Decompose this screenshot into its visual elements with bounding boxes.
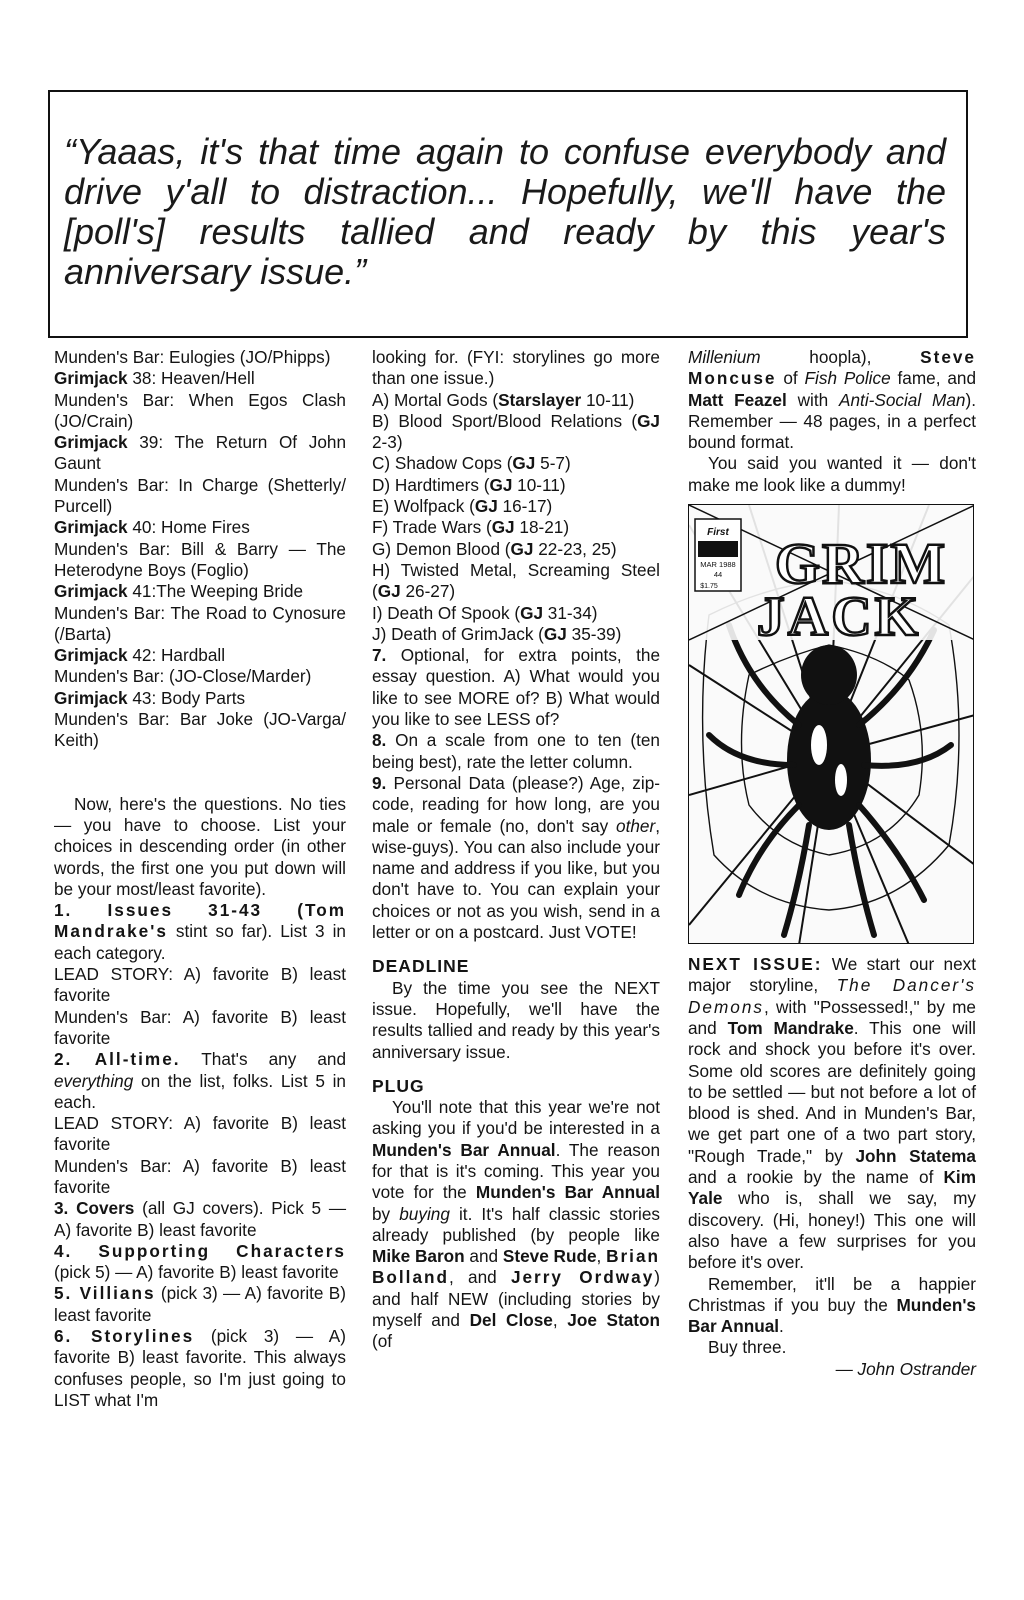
question-1-munden: Munden's Bar: A) favorite B) least favorite	[54, 1006, 346, 1048]
cover-price: $1.75	[700, 583, 718, 591]
storyline-item: F) Trade Wars (GJ 18-21)	[372, 517, 570, 538]
remember-text: Remember, it'll be a happier Christmas if you buy the Munden's Bar Annual.	[688, 1273, 976, 1337]
question-8: 8. On a scale from one to ten (ten being best), rate the letter column.	[372, 730, 660, 772]
question-2-munden: Munden's Bar: A) favorite B) least favorite	[54, 1155, 346, 1197]
column-3-continuation: Millenium hoopla), Steve Moncuse of Fish Police fame, and Matt Feazel with Anti-Social Man). Remember — 48 pages, in a perfect bound format.	[688, 347, 977, 453]
storyline-item: A) Mortal Gods (Starslayer 10-11)	[372, 389, 635, 410]
question-2: 2. All-time. That's any and everything on the list, folks. List 5 in each.	[54, 1049, 347, 1112]
story-item: Munden's Bar: When Egos Clash (JO/Crain)	[54, 389, 346, 431]
story-item: Munden's Bar: In Charge (Shetterly/ Purcell)	[54, 474, 346, 517]
story-list	[54, 347, 346, 752]
question-5: 5. Villians (pick 3) — A) favorite B) least favorite	[54, 1283, 346, 1325]
storyline-list	[372, 390, 660, 646]
question-4: 4. Supporting Characters (pick 5) — A) favorite B) least favorite	[54, 1240, 346, 1283]
column-2-continuation: looking for. (FYI: storylines go more than one issue.)	[372, 347, 660, 389]
cover-issue: 44	[713, 570, 723, 580]
pull-quote-box	[48, 90, 968, 338]
cover-publisher: First	[707, 527, 729, 539]
storyline-item: E) Wolfpack (GJ 16-17)	[372, 496, 553, 517]
storyline-item: B) Blood Sport/Blood Relations (GJ 2-3)	[372, 410, 660, 453]
column-2	[372, 347, 660, 1353]
storyline-item: H) Twisted Metal, Screaming Steel (GJ 26-27)	[372, 559, 660, 602]
story-item: Grimjack 43: Body Parts	[54, 687, 246, 708]
column-1	[54, 347, 346, 1411]
plug-heading: PLUG	[372, 1075, 425, 1096]
grimjack-cover-image	[688, 504, 974, 944]
question-9: 9. Personal Data (please?) Age, zip-code, reading for how long, are you male or female (no, don't say other, wise-guys). You can also include your name and address if you like, but you don't have to. You can explain your choices or not as you wish, send in a letter or on a postcard. Just VOTE!	[372, 772, 660, 943]
story-item: Munden's Bar: Eulogies (JO/Phipps)	[54, 347, 331, 367]
question-3: 3. Covers (all GJ covers). Pick 5 — A) favorite B) least favorite	[54, 1198, 347, 1240]
storyline-item: G) Demon Blood (GJ 22-23, 25)	[372, 538, 617, 559]
plug-text: You'll note that this year we're not asking you if you'd be interested in a Munden's Bar Annual. The reason for that is it's coming. This year you vote for the Munden's Bar Annual by buying it. It's half classic stories already published (by people like Mike Baron and Steve Rude, Brian Bolland, and Jerry Ordway) and half NEW (including stories by myself and Del Close, Joe Staton (of	[372, 1097, 661, 1352]
story-item: Grimjack 39: The Return Of John Gaunt	[54, 432, 346, 474]
story-item: Munden's Bar: (JO-Close/Marder)	[54, 666, 312, 687]
storyline-item: C) Shadow Cops (GJ 5-7)	[372, 453, 571, 474]
cover-date: MAR 1988	[700, 560, 736, 570]
question-2-lead: LEAD STORY: A) favorite B) least favorite	[54, 1113, 346, 1155]
story-item: Grimjack 38: Heaven/Hell	[54, 368, 255, 389]
story-item: Grimjack 40: Home Fires	[54, 517, 250, 538]
question-1-lead: LEAD STORY: A) favorite B) least favorite	[54, 964, 346, 1006]
story-item: Munden's Bar: Bill & Barry — The Heterodyne Boys (Foglio)	[54, 538, 346, 580]
questions-intro: Now, here's the questions. No ties — you have to choose. List your choices in descending order (in other words, the first one you put down will be your most/least favorite).	[54, 793, 346, 899]
column-3	[688, 347, 976, 1380]
story-item: Munden's Bar: Bar Joke (JO-Varga/ Keith)	[54, 709, 346, 751]
buy-three: Buy three.	[708, 1337, 787, 1358]
story-item: Grimjack 41:The Weeping Bride	[54, 581, 304, 602]
deadline-text: By the time you see the NEXT issue. Hopefully, we'll have the results tallied and ready by this year's anniversary issue.	[372, 977, 660, 1062]
deadline-heading: DEADLINE	[372, 956, 470, 977]
cover-title-line1: GRIM	[774, 531, 948, 597]
story-item: Grimjack 42: Hardball	[54, 645, 226, 666]
question-6: 6. Storylines (pick 3) — A) favorite B) least favorite. This always confuses people, so I'm just going to LIST what I'm	[54, 1326, 346, 1410]
storyline-item: D) Hardtimers (GJ 10-11)	[372, 474, 566, 495]
question-1: 1. Issues 31-43 (Tom Mandrake's stint so far). List 3 in each category.	[54, 900, 346, 963]
question-7: 7. Optional, for extra points, the essay question. A) What would you like to see MORE of? B) What would you like to see LESS of?	[372, 645, 660, 730]
story-item: Munden's Bar: The Road to Cynosure (/Barta)	[54, 602, 346, 644]
cover-title-line2: JACK	[756, 586, 922, 649]
storyline-item: I) Death Of Spook (GJ 31-34)	[372, 602, 598, 623]
dummy-text: You said you wanted it — don't make me look like a dummy!	[688, 453, 976, 495]
storyline-item: J) Death of GrimJack (GJ 35-39)	[372, 623, 622, 644]
signature: — John Ostrander	[835, 1358, 976, 1379]
next-issue-text: NEXT ISSUE: We start our next major storyline, The Dancer's Demons, with "Possessed!," by me and Tom Mandrake. This one will rock and shock you before it's over. Some old scores are definitely going to be settled — but not before a lot of blood is shed. And in Munden's Bar, we get part one of a two part story, "Rough Trade," by John Statema and a rookie by the name of Kim Yale who is, shall we say, my discovery. (Hi, honey!) This one will also have a few surprises for you before it's over.	[688, 954, 976, 1273]
pull-quote: “Yaaas, it's that time again to confuse everybody and drive y'all to distraction... Hopefully, we'll have the [poll's] results tallied and ready by this year's anniversary issue.”	[64, 131, 946, 292]
